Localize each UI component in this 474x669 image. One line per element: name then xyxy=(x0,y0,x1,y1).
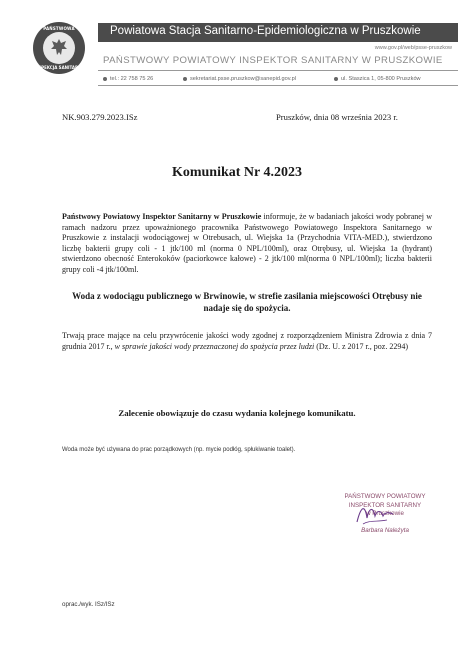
usage-note: Woda może być używana do prac porządkowych (np. mycie podłóg, spłukiwanie toalet). xyxy=(62,447,296,453)
institution-banner xyxy=(98,23,458,42)
email-icon xyxy=(183,77,187,81)
eagle-icon xyxy=(49,37,69,59)
water-warning: Woda z wodociągu publicznego w Brwinowie, w strefie zasilania miejscowości Otrębusy nie nadaje się do spożycia. xyxy=(72,291,422,313)
announcement-text: informuje, że w badaniach jakości wody pobranej w ramach nadzoru przez upoważnionego pracownika Państwowego Powiatowego Inspektora Sanitarnego w Pruszkowie z instalacji wodociągowej w Otrebusach, ul. Wiejska 1a (Przychodnia VITA-MED.), stwierdzono liczbę bakterii grupy coli - 1 jtk/100 ml (norma 0 NPL/100ml), oraz Otrębusy, ul. Wiejska 1a (hydrant) stwierdzono obecność Enterokoków (paciorkowce kałowe) - 2 jtk/100 ml(norma 0 NPL/100ml); liczba bakterii grupy coli -4 jtk/100ml. xyxy=(62,212,432,274)
logo-emblem xyxy=(43,32,75,64)
website-url[interactable]: www.gov.pl/web/psse-pruszkow xyxy=(374,45,452,51)
inspector-name: Państwowy Powiatowy Inspektor Sanitarny w Pruszkowie xyxy=(62,212,262,221)
inspector-title: PAŃSTWOWY POWIATOWY INSPEKTOR SANITARNY W PRUSZKOWIE xyxy=(103,55,443,66)
stamp-name: Barbara Należyta xyxy=(361,526,409,534)
institution-name: Powiatowa Stacja Sanitarno-Epidemiologiczna w Pruszkowie xyxy=(110,25,421,37)
phone-icon xyxy=(103,77,107,81)
contact-email[interactable]: sekretariat.psse.pruszkow@sanepid.gov.pl xyxy=(183,76,296,82)
announcement-paragraph xyxy=(62,212,432,275)
header-bottom-divider xyxy=(98,85,458,86)
contact-phone: tel.: 22 758 75 26 xyxy=(103,76,153,82)
document-title: Komunikat Nr 4.2023 xyxy=(171,165,303,180)
stamp-line-1: PAŃSTWOWY POWIATOWY xyxy=(344,493,426,500)
document-date: Pruszków, dnia 08 września 2023 r. xyxy=(276,112,398,122)
prepared-by: oprac./wyk. ISz/ISz xyxy=(62,601,115,608)
contact-address: ul. Staszica 1, 05-800 Pruszków xyxy=(334,76,421,82)
reference-number: NK.903.279.2023.ISz xyxy=(62,112,138,122)
regulation-title: w sprawie jakości wody przeznaczonej do spożycia przez ludzi xyxy=(114,341,315,351)
inspection-logo xyxy=(33,22,85,74)
header-divider xyxy=(98,70,458,71)
handwritten-signature xyxy=(355,500,395,530)
location-icon xyxy=(334,77,338,81)
stamp-line-2: INSPEKTOR SANITARNY xyxy=(348,501,422,509)
stamp-line-3: w Pruszkowie xyxy=(366,510,404,517)
repair-paragraph: Trwają prace mające na celu przywrócenie jakości wody zgodnej z rozporządzeniem Ministra Zdrowia z dnia 7 grudnia 2017 r., w sprawie jakości wody przeznaczonej do spożycia przez ludzi (Dz. U. z 2017 r., poz. 2294) xyxy=(62,331,432,351)
recommendation-text: Zalecenie obowiązuje do czasu wydania kolejnego komunikatu. xyxy=(118,408,356,418)
logo-ring-top-text: PAŃSTWOWA xyxy=(43,26,75,31)
logo-ring-bottom-text: INSPEKCJA SANITARNA xyxy=(33,65,85,70)
